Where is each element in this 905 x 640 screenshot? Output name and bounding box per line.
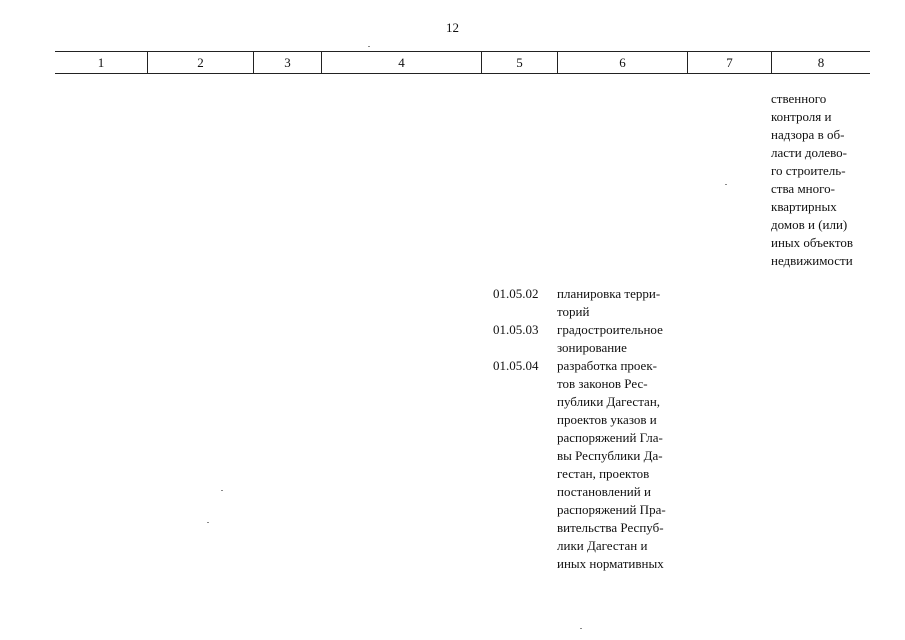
header-cell-2: 2 bbox=[148, 52, 254, 73]
scan-speck bbox=[207, 522, 209, 523]
header-cell-1: 1 bbox=[55, 52, 148, 73]
scan-speck bbox=[580, 628, 582, 629]
scan-speck bbox=[368, 46, 370, 47]
column8-continuation-text: ственного контроля и надзора в об- ласти долево- го строитель- ства много- квартирных домов и (или) иных объектов недвижимости bbox=[771, 91, 853, 268]
scan-speck bbox=[725, 184, 727, 185]
entry-code: 01.05.04 bbox=[493, 358, 539, 373]
table-header-row bbox=[55, 51, 870, 74]
header-cell-5: 5 bbox=[482, 52, 558, 73]
entry-text: планировка терри- торий bbox=[557, 286, 661, 319]
entry-text: разработка проек- тов законов Рес- публики Дагестан, проектов указов и распоряжений Гла- вы Республики Да- гестан, проектов постановлений и распоряжений Пра- вительства Респуб- лики Дагестан и иных нормативных bbox=[557, 358, 666, 571]
entry-code: 01.05.02 bbox=[493, 286, 539, 301]
entry-text: градостроительное зонирование bbox=[557, 322, 663, 355]
header-cell-8: 8 bbox=[817, 55, 825, 70]
scan-speck bbox=[221, 490, 223, 491]
header-cell-3: 3 bbox=[254, 52, 322, 73]
page-number: 12 bbox=[446, 20, 459, 35]
entry-code: 01.05.03 bbox=[493, 322, 539, 337]
header-cell-7: 7 bbox=[688, 52, 772, 73]
header-cell-6: 6 bbox=[558, 52, 688, 73]
header-cell-4: 4 bbox=[322, 52, 482, 73]
